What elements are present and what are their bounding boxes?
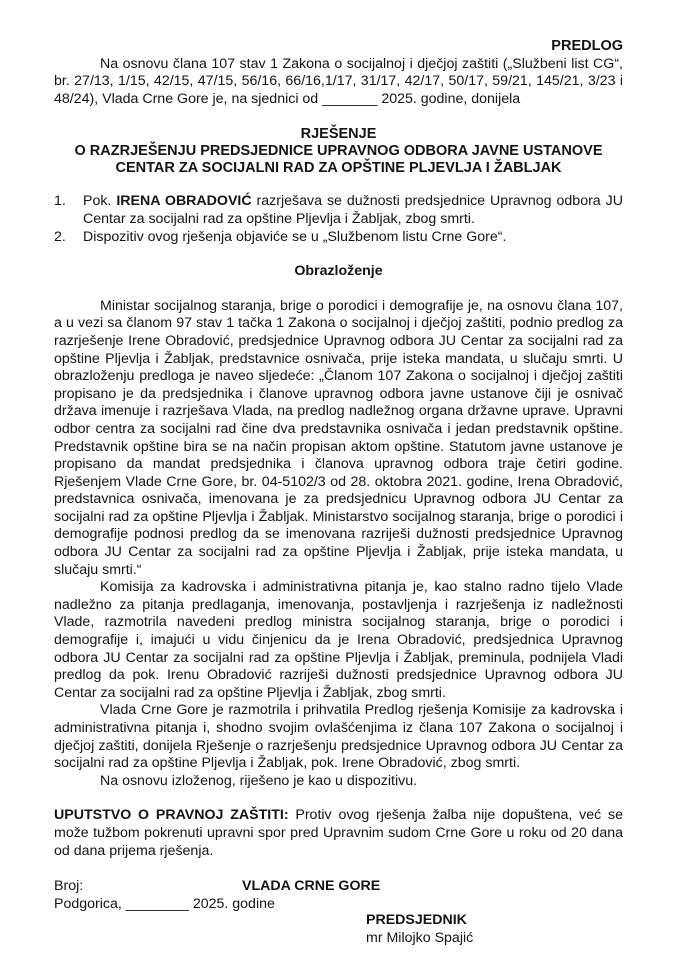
legal-remedy-label: UPUTSTVO O PRAVNOJ ZAŠTITI: xyxy=(54,807,289,824)
dispositive-item xyxy=(54,229,623,247)
reasoning-paragraph: Na osnovu izloženog, riješeno je kao u dispozitivu. xyxy=(100,772,418,789)
item-number: 2. xyxy=(54,228,66,245)
place-date: Podgorica, ________ 2025. godine xyxy=(54,895,275,912)
preamble: Na osnovu člana 107 stav 1 Zakona o socijalnoj i dječjoj zaštiti („Službeni list CG“, br. 27/13, 1/15, 42/15, 47/15, 56/16, 66/16,1/17, 31/17, 42/17, 50/17, 59/21, 145/21, 3/23 i 48/24), Vlada Crne Gore je, na sjednici od _______ 2025. godine, donijela xyxy=(54,55,623,107)
reasoning-heading: Obrazloženje xyxy=(294,263,383,280)
item-text: razrješava se dužnosti predsjednice Upravnog odbora JU Centar za socijalni rad za opštine Pljevlja i Žabljak, zbog smrti. xyxy=(83,193,623,227)
reasoning-paragraph: Vlada Crne Gore je razmotrila i prihvatila Predlog rješenja Komisije za kadrovska i administrativna pitanja i, shodno svojim ovlašćenjima iz člana 107 Zakona o socijalnoj i dječjoj zaštiti, donijela Rješenje o razrješenju predsjednice Upravnog odbora JU Centar za socijalni rad za opštine Pljevlja i Žabljak, pok. Irene Obradović, zbog smrti. xyxy=(54,702,623,772)
signatory-title: PREDSJEDNIK xyxy=(366,912,467,928)
reasoning-paragraph: Ministar socijalnog staranja, brige o porodici i demografije je, na osnovu člana 107, a u vezi sa članom 97 stav 1 tačka 1 Zakona o socijalnoj i dječjoj zaštiti, podnio predlog za razrješenje Irene Obradović, predsjednice Upravnog odbora JU Centar za socijalni rad za opštine Pljevlja i Žabljak, predstavnice osnivača, prije isteka mandata, u slučaju smrti. U obrazloženju predloga je naveo sljedeće: „Članom 107 Zakona o socijalnoj i dječjoj zaštiti propisano je da predsjednika i članove upravnog odbora javne ustanove čiji je osnivač država imenuje i razrješava Vlada, na predlog nadležnog organa državne uprave. Upravni odbor centra za socijalni rad čine dva predstavnika osnivača i jedan predstavnik opštine. Predstavnik opštine bira se na način propisan aktom opštine. Statutom javne ustanove je propisano da mandat predsjednika i članova upravnog odbora traje četiri godine. Rješenjem Vlade Crne Gore, br. 04-5102/3 od 28. oktobra 2021. godine, Irena Obradović, predstavnica osnivača, imenovana je za predsjednicu Upravnog odbora JU Centar za socijalni rad za opštine Pljevlja i Žabljak. Ministarstvo socijalnog staranja, brige o porodici i demografije podnosi predlog da se imenovana razriješi dužnosti predsjednice Upravnog odbora JU Centar za socijalni rad za opštine Pljevlja i Žabljak, prije isteka mandata, u slučaju smrti.“ xyxy=(54,297,623,578)
item-prefix: Pok. xyxy=(83,193,117,210)
number-label: Broj: xyxy=(54,878,84,895)
dispositive-list xyxy=(54,193,623,246)
document-label: PREDLOG xyxy=(551,38,623,54)
document-page xyxy=(54,38,623,913)
legal-remedy-text: Protiv ovog rješenja žalba nije dopuštena, već se može tužbom pokrenuti upravni spor pred Upravnim sudom Crne Gore u roku od 20 dana od dana prijema rješenja. xyxy=(54,807,623,859)
signatory-name: mr Milojko Spajić xyxy=(366,930,474,946)
dispositive-item xyxy=(54,193,623,228)
item-number: 1. xyxy=(54,193,66,210)
legal-remedy xyxy=(54,807,623,860)
document-title xyxy=(54,126,623,177)
reasoning-paragraph: Komisija za kadrovska i administrativna pitanja je, kao stalno radno tijelo Vlade nadležno za pitanja predlaganja, imenovanja, postavljenja i razrješenja iz nadležnosti Vlade, razmotrila navedeni predlog ministra socijalnog staranja, brige o porodici i demografije i, imajući u vidu činjenicu da je Irena Obradović, predsjednica Upravnog odbora JU Centar za socijalni rad za opštine Pljevlja i Žabljak, preminula, podnijela Vladi predlog da pok. Irenu Obradović razriješi dužnosti predsjednice Upravnog odbora JU Centar za socijalni rad za opštine Pljevlja i Žabljak, zbog smrti. xyxy=(54,579,623,701)
issuer: VLADA CRNE GORE xyxy=(242,878,381,894)
title-line-3: CENTAR ZA SOCIJALNI RAD ZA OPŠTINE PLJEVLJA I ŽABLJAK xyxy=(115,160,562,177)
item-name: IRENA OBRADOVIĆ xyxy=(116,193,252,210)
item-text: Dispozitiv ovog rješenja objaviće se u „Službenom listu Crne Gore“. xyxy=(83,228,507,245)
title-line-1: RJEŠENJE xyxy=(300,126,377,143)
title-line-2: O RAZRJEŠENJU PREDSJEDNICE UPRAVNOG ODBORA JAVNE USTANOVE xyxy=(74,143,603,160)
